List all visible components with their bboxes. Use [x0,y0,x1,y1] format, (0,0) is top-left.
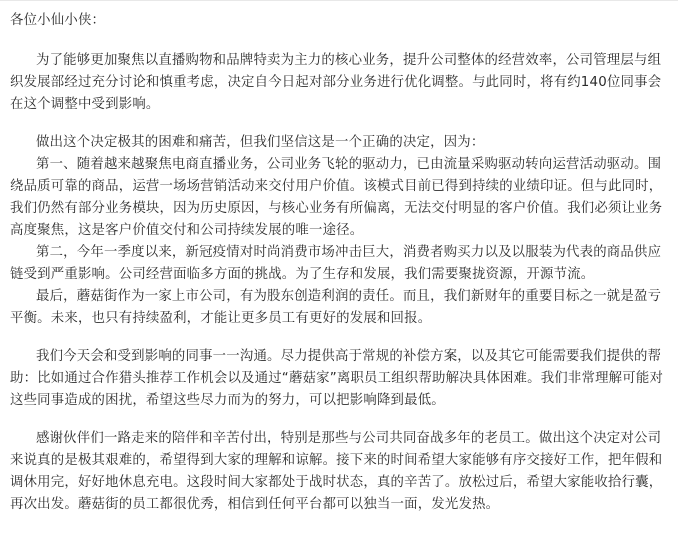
paragraph-reason-first: 第一、随着越来越聚焦电商直播业务，公司业务飞轮的驱动力，已由流量采购驱动转向运营活动驱动。围绕品质可靠的商品，运营一场场营销活动来交付用户价值。该模式目前已得到持续的业绩印证。但与此同时，我们仍然有部分业务模块，因为历史原因，与核心业务有所偏离，无法交付明显的客户价值。我们必须让业务高度聚焦，这是客户价值交付和公司持续发展的唯一途径。 [10,157,663,238]
paragraph-communication: 我们今天会和受到影响的同事一一沟通。尽力提供高于常规的补偿方案，以及其它可能需要我们提供的帮助：比如通过合作猎头推荐工作机会以及通过“蘑菇家”离职员工组织帮助解决具体困难。我们非常理解可能对这些同事造成的困扰，希望这些尽力而为的努力，可以把影响降到最低。 [10,349,664,408]
top-divider [0,0,678,1]
paragraph-thanks: 感谢伙伴们一路走来的陪伴和辛苦付出，特别是那些与公司共同奋战多年的老员工。做出这个决定对公司来说真的是极其艰难的，希望得到大家的理解和谅解。接下来的时间希望大家能够有序交接好工作，把年假和调休用完，好好地休息充电。这段时间大家都处于战时状态，真的辛苦了。放松过后，希望大家能收拾行囊，再次出发。蘑菇街的员工都很优秀，相信到任何平台都可以独当一面，发光发热。 [10,431,663,512]
paragraph-reason-last: 最后，蘑菇街作为一家上市公司，有为股东创造利润的责任。而且，我们新财年的重要目标之一就是盈亏平衡。未来，也只有持续盈利，才能让更多员工有更好的发展和回报。 [10,289,662,326]
paragraph-reason-second: 第二，今年一季度以来，新冠疫情对时尚消费市场冲击巨大，消费者购买力以及以服装为代表的商品供应链受到严重影响。公司经营面临多方面的挑战。为了生存和发展，我们需要聚拢资源，开源节流。 [10,245,662,282]
salutation: 各位小仙小侠： [10,13,106,28]
paragraph-intro: 为了能够更加聚焦以直播购物和品牌特卖为主力的核心业务，提升公司整体的经营效率，公司管理层与组织发展部经过充分讨论和慎重考虑，决定自今日起对部分业务进行优化调整。与此同时，将有约140位同事会在这个调整中受到影响。 [10,53,662,112]
letter-body [10,10,670,516]
paragraph-reason-lead: 做出这个决定极其的困难和痛苦，但我们坚信这是一个正确的决定，因为： [36,135,485,150]
